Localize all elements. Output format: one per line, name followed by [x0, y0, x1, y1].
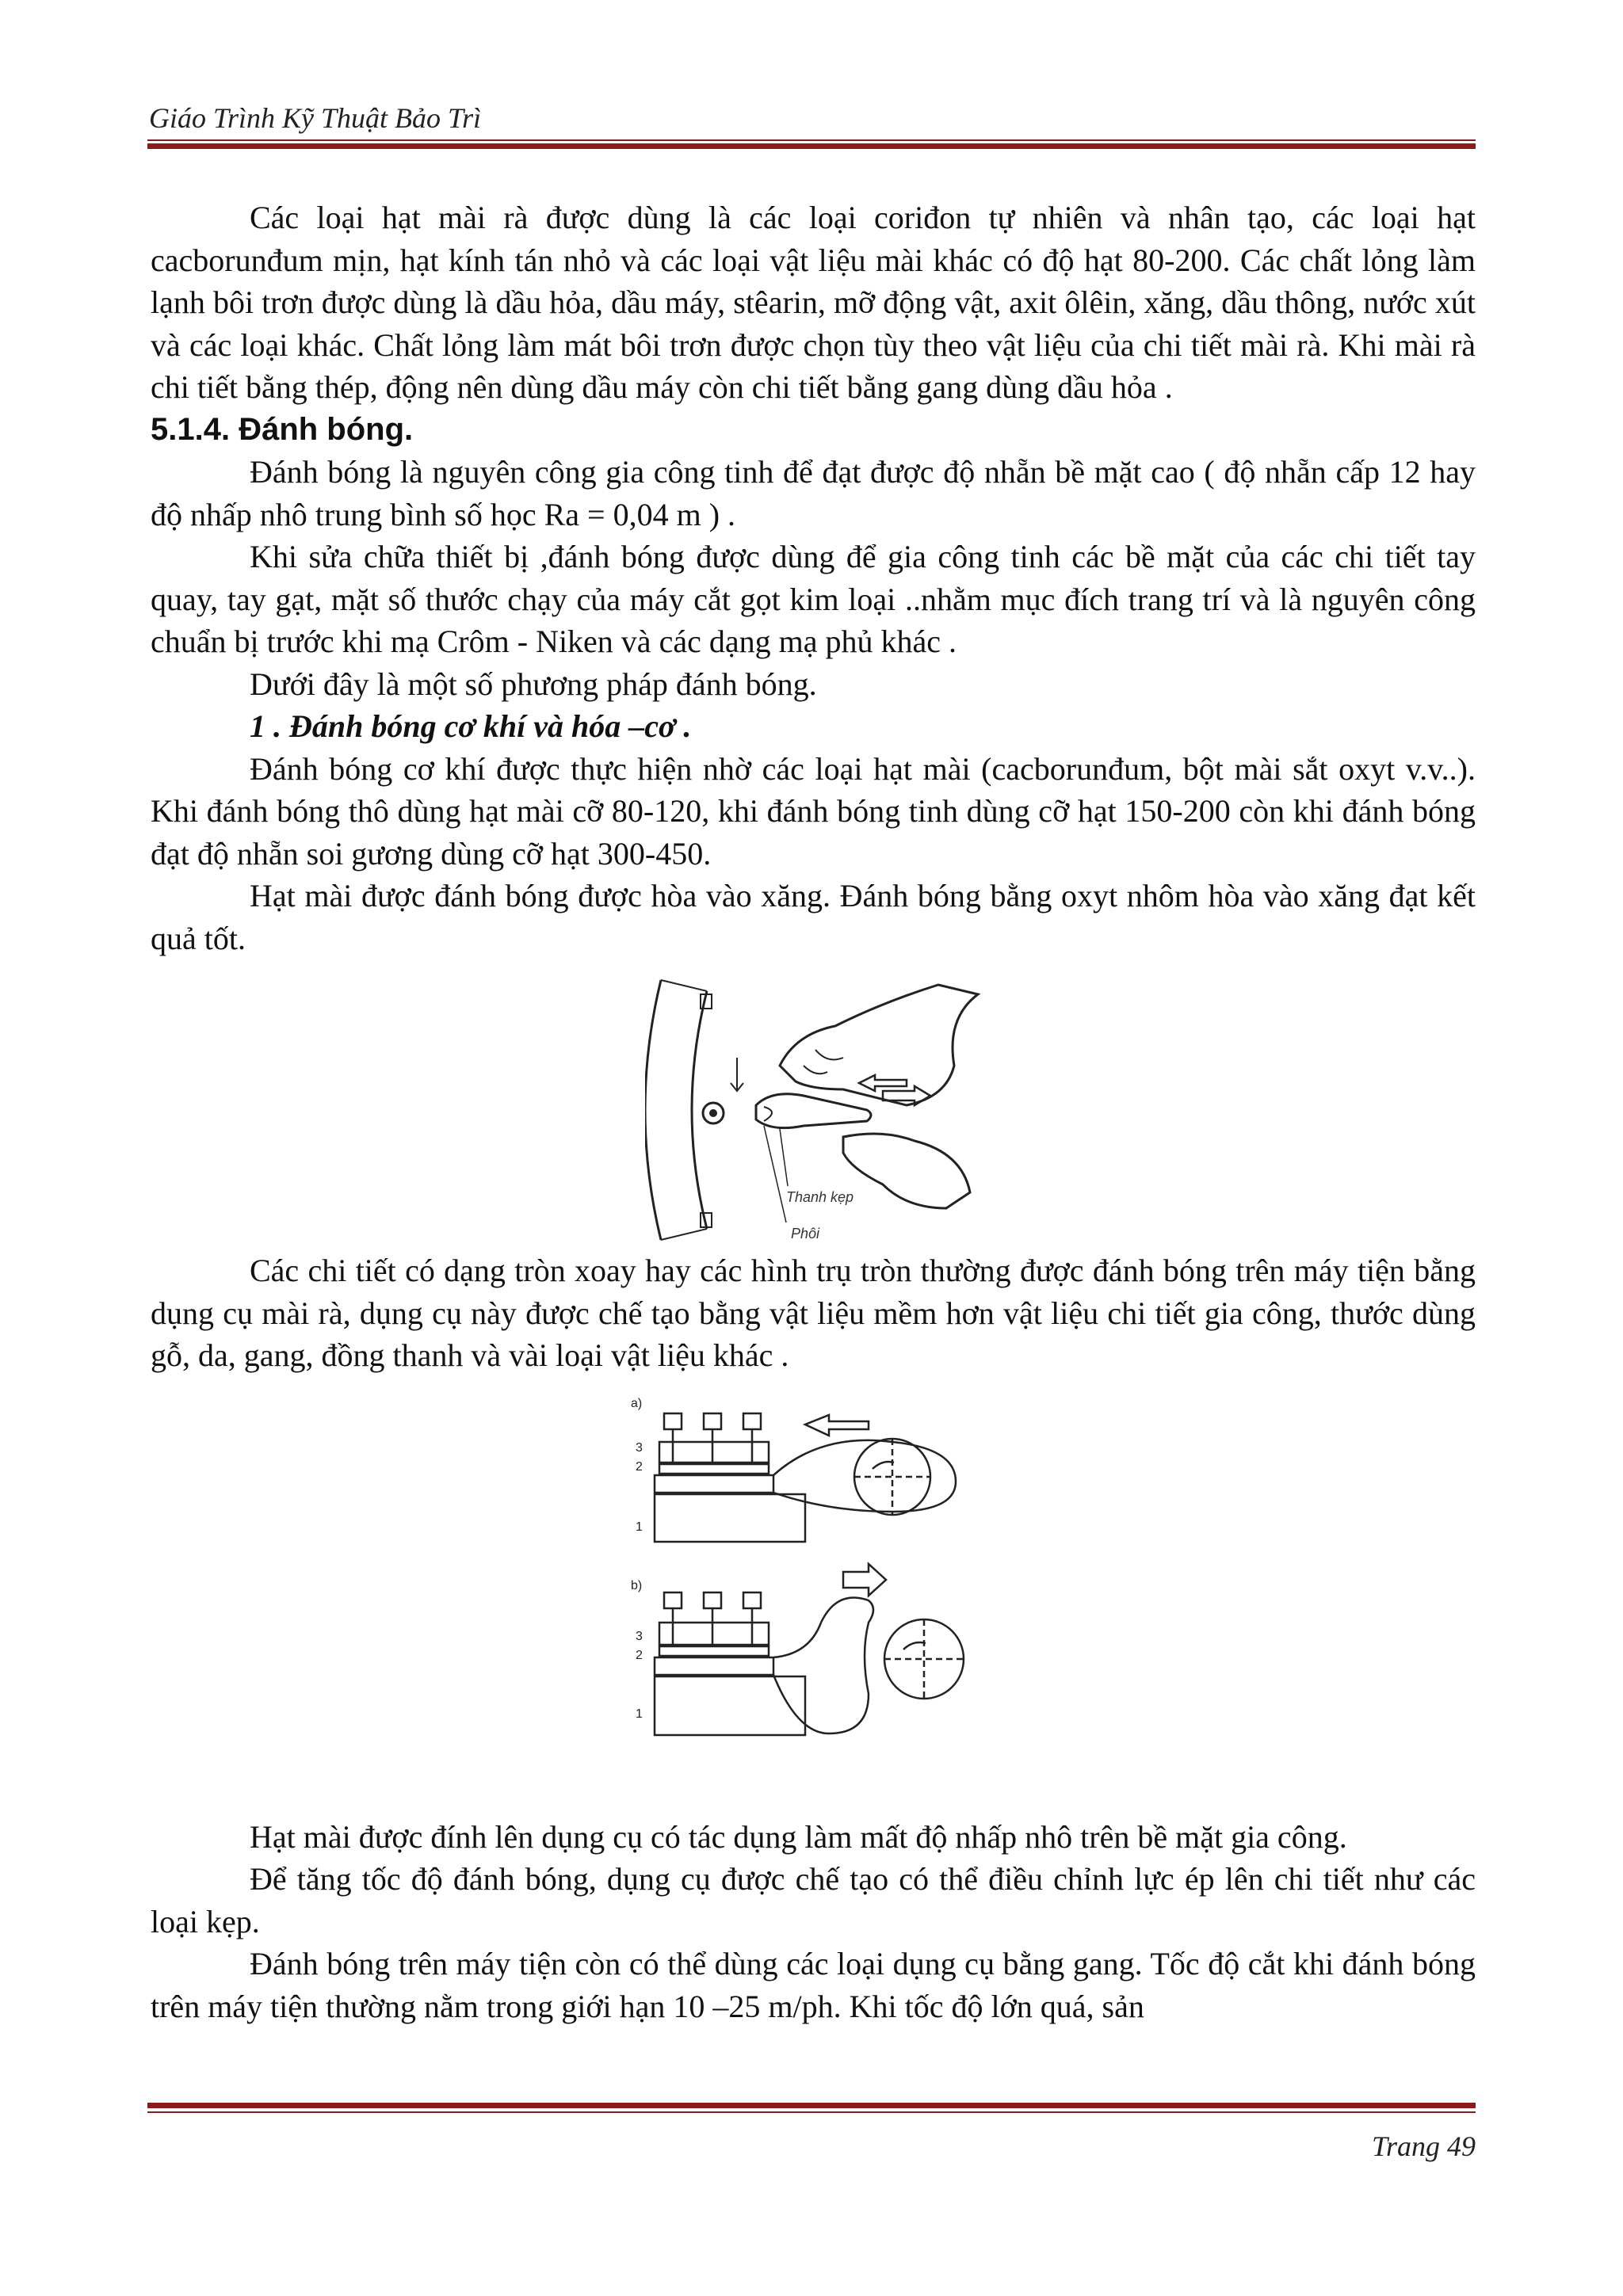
footer-rule-thick	[147, 2103, 1476, 2108]
page-number: Trang 49	[1371, 2130, 1476, 2162]
label-workpiece: Phôi	[791, 1226, 820, 1241]
header-rule-thick	[147, 143, 1476, 149]
label-diagram-b: b)	[631, 1578, 643, 1592]
label-num-2b: 2	[636, 1648, 643, 1662]
label-num-2a: 2	[636, 1459, 643, 1474]
subheading-mechanical-polishing: 1 . Đánh bóng cơ khí và hóa –cơ .	[250, 708, 692, 744]
paragraph-repair-usage: Khi sửa chữa thiết bị ,đánh bóng được dùng để gia công tinh các bề mặt của các chi tiết tay quay, tay gạt, mặt số thước chạy của máy cắt gọt kim loại ..nhằm mục đích trang trí và là nguyên công chuẩn bị trước khi mạ Crôm - Niken và các dạng mạ phủ khác .	[151, 539, 1476, 659]
paragraph-polishing-definition: Đánh bóng là nguyên công gia công tinh để đạt được độ nhẵn bề mặt cao ( độ nhẵn cấp 12 hay độ nhấp nhô trung bình số học Ra = 0,04 m ) .	[151, 454, 1476, 532]
label-num-1a: 1	[636, 1520, 643, 1534]
polishing-clamp-diagram-icon	[631, 1393, 995, 1770]
label-clamp-bar: Thanh kẹp	[786, 1189, 854, 1205]
paragraph-mechanical-polishing: Đánh bóng cơ khí được thực hiện nhờ các loại hạt mài (cacborunđum, bột mài sắt oxyt v.v..). Khi đánh bóng thô dùng hạt mài cỡ 80-120, khi đánh bóng tinh dùng cỡ hạt 150-200 còn khi đánh bóng đạt độ nhẵn soi gương dùng cỡ hạt 300-450.	[151, 750, 1476, 871]
header-rule-thin	[147, 139, 1476, 141]
label-num-3b: 3	[636, 1629, 643, 1643]
label-num-1b: 1	[636, 1707, 643, 1721]
paragraph-methods-intro: Dưới đây là một số phương pháp đánh bóng.	[250, 666, 817, 702]
paragraph-gasoline-mix: Hạt mài được đánh bóng được hòa vào xăng. Đánh bóng bằng oxyt nhôm hòa vào xăng đạt kết quả tốt.	[151, 878, 1476, 956]
paragraph-cutting-speed: Đánh bóng trên máy tiện còn có thể dùng các loại dụng cụ bằng gang. Tốc độ cắt khi đánh bóng trên máy tiện thường nằm trong giới hạn 10 –25 m/ph. Khi tốc độ lớn quá, sản	[151, 1946, 1476, 2024]
paragraph-lathe-polishing: Các chi tiết có dạng tròn xoay hay các hình trụ tròn thường được đánh bóng trên máy tiện bằng dụng cụ mài rà, dụng cụ này được chế tạo bằng vật liệu mềm hơn vật liệu chi tiết gia công, thước dùng gỗ, da, gang, đồng thanh và vài loại vật liệu khác .	[151, 1253, 1476, 1373]
page-content	[151, 196, 1476, 2027]
footer-rule-thin	[147, 2111, 1476, 2113]
header-title: Giáo Trình Kỹ Thuật Bảo Trì	[149, 102, 482, 134]
polishing-hand-illustration-icon	[645, 971, 981, 1249]
paragraph-abrasives: Các loại hạt mài rà được dùng là các loại coriđon tự nhiên và nhân tạo, các loại hạt cacborunđum mịn, hạt kính tán nhỏ và các loại vật liệu mài khác có độ hạt 80-200. Các chất lỏng làm lạnh bôi trơn được dùng là dầu hỏa, dầu máy, stêarin, mỡ động vật, axit ôlêin, xăng, dầu thông, nước xút và các loại khác. Chất lỏng làm mát bôi trơn được chọn tùy theo vật liệu của chi tiết mài rà. Khi mài rà chi tiết bằng thép, động nên dùng dầu máy còn chi tiết bằng gang dùng dầu hỏa .	[151, 200, 1476, 405]
paragraph-pressure-adjust: Để tăng tốc độ đánh bóng, dụng cụ được chế tạo có thể điều chỉnh lực ép lên chi tiết như các loại kẹp.	[151, 1861, 1476, 1939]
figure-clamp-diagram	[631, 1393, 995, 1770]
paragraph-abrasive-tool: Hạt mài được đính lên dụng cụ có tác dụng làm mất độ nhấp nhô trên bề mặt gia công.	[250, 1818, 1347, 1855]
section-heading-polishing: 5.1.4. Đánh bóng.	[151, 411, 414, 447]
label-num-3a: 3	[636, 1440, 643, 1455]
label-diagram-a: a)	[631, 1396, 643, 1410]
figure-hand-polishing	[645, 971, 981, 1249]
